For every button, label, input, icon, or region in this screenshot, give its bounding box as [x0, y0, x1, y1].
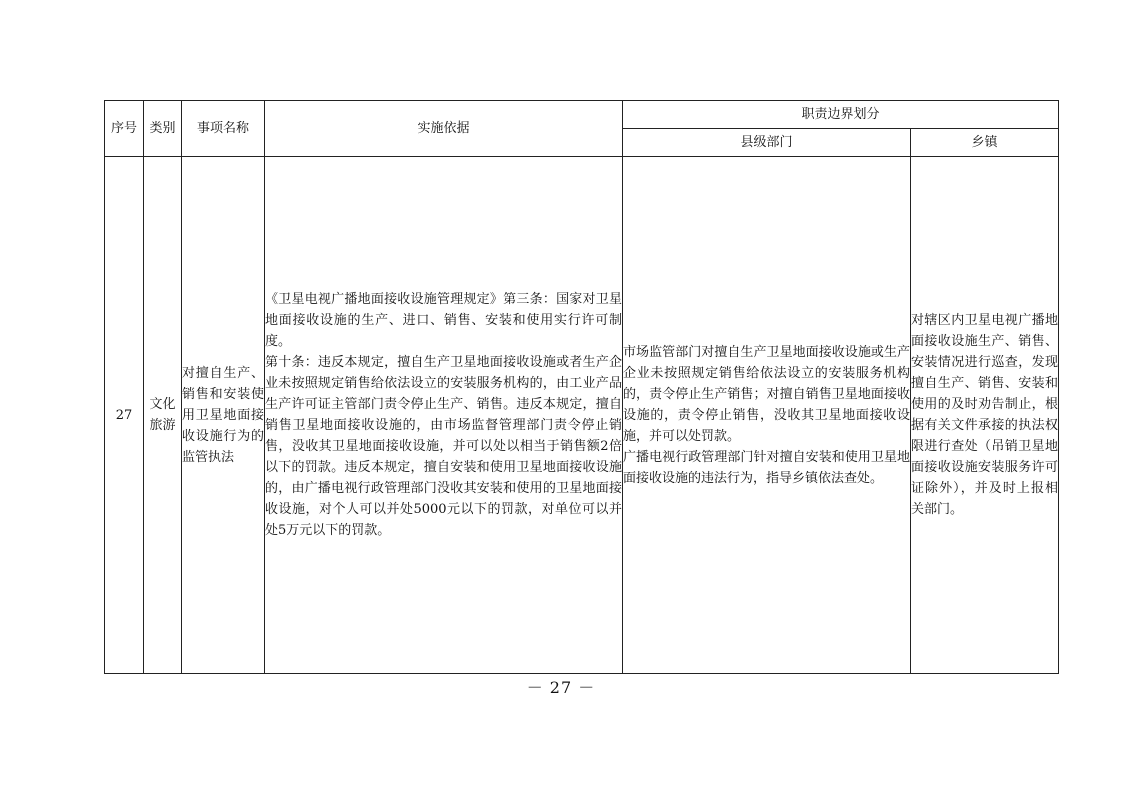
header-town: 乡镇	[911, 129, 1059, 157]
row-town	[911, 157, 1059, 674]
row-seq: 27	[105, 157, 144, 674]
header-division: 职责边界划分	[623, 101, 1059, 129]
header-item-name: 事项名称	[182, 101, 265, 157]
town-paragraph: 对辖区内卫星电视广播地面接收设施生产、销售、安装情况进行巡查，发现擅自生产、销售、安装和使用的及时劝告制止，根据有关文件承接的执法权限进行查处（吊销卫星地面接收设施安装服务许可证除外），并及时上报相关部门。	[911, 313, 1059, 517]
duty-boundary-table	[104, 100, 1059, 674]
header-county: 县级部门	[623, 129, 911, 157]
county-paragraph-2: 广播电视行政管理部门针对擅自安装和使用卫星地面接收设施的违法行为，指导乡镇依法查处。	[623, 449, 910, 486]
basis-paragraph-2: 第十条：违反本规定，擅自生产卫星地面接收设施或者生产企业未按照规定销售给依法设立的安装服务机构的，由工业产品生产许可证主管部门责令停止生产、销售。违反本规定，擅自销售卫星地面接收设施的，由市场监督管理部门责令停止销售，没收其卫星地面接收设施，并可以处以相当于销售额2倍以下的罚款。违反本规定，擅自安装和使用卫星地面接收设施的，由广播电视行政管理部门没收其安装和使用的卫星地面接收设施，对个人可以并处5000元以下的罚款，对单位可以并处5万元以下的罚款。	[265, 355, 622, 538]
row-county	[623, 157, 911, 674]
basis-paragraph-1: 《卫星电视广播地面接收设施管理规定》第三条：国家对卫星地面接收设施的生产、进口、销售、安装和使用实行许可制度。	[265, 292, 622, 349]
header-seq: 序号	[105, 101, 144, 157]
row-item-name: 对擅自生产、销售和安装使用卫星地面接收设施行为的监管执法	[182, 157, 265, 674]
header-category: 类别	[144, 101, 182, 157]
county-paragraph-1: 市场监管部门对擅自生产卫星地面接收设施或生产企业未按照规定销售给依法设立的安装服务机构的，责令停止生产销售；对擅自销售卫星地面接收设施的，责令停止销售，没收其卫星地面接收设施，并可以处罚款。	[623, 344, 910, 444]
page-number: － 27 －	[526, 678, 596, 697]
header-basis: 实施依据	[265, 101, 623, 157]
row-category: 文化旅游	[144, 157, 182, 674]
row-basis	[265, 157, 623, 674]
